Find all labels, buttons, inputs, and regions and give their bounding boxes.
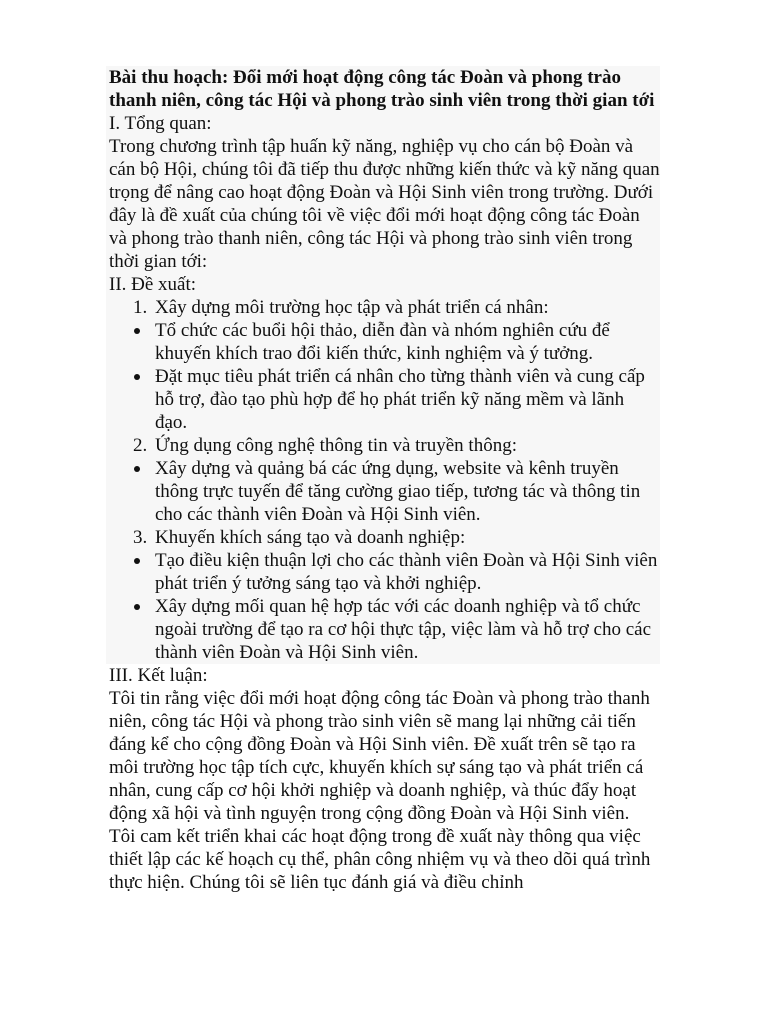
bullet-text: Tạo điều kiện thuận lợi cho các thành viên Đoàn và Hội Sinh viên phát triển ý tưởng sáng tạo và khởi nghiệp. <box>155 550 658 594</box>
bullet-icon <box>134 374 140 380</box>
item-label: Ứng dụng công nghệ thông tin và truyền thông: <box>155 435 517 456</box>
bullet-icon <box>134 604 140 610</box>
bullet-text: Xây dựng và quảng bá các ứng dụng, website và kênh truyền thông trực tuyến để tăng cường giao tiếp, tương tác và thông tin cho các thành viên Đoàn và Hội Sinh viên. <box>155 458 641 525</box>
bullet-text: Đặt mục tiêu phát triển cá nhân cho từng thành viên và cung cấp hỗ trợ, đào tạo phù hợp để họ phát triển kỹ năng mềm và lãnh đạo. <box>155 366 645 433</box>
item-number: 3. <box>133 527 148 548</box>
section-heading-proposal: II. Đề xuất: <box>109 274 197 295</box>
bullet-item <box>109 595 660 664</box>
item-number: 2. <box>133 435 148 456</box>
shaded-block <box>106 66 660 664</box>
bullet-item <box>109 457 660 526</box>
item-label: Xây dựng môi trường học tập và phát triển cá nhân: <box>155 297 549 318</box>
section-heading-conclusion: III. Kết luận: <box>109 665 208 686</box>
bullet-text: Xây dựng mối quan hệ hợp tác với các doanh nghiệp và tổ chức ngoài trường để tạo ra cơ hội thực tập, việc làm và hỗ trợ cho các thành viên Đoàn và Hội Sinh viên. <box>155 596 652 663</box>
bullet-icon <box>134 328 140 334</box>
bullet-item <box>109 549 660 595</box>
conclusion-paragraph: Tôi tin rằng việc đổi mới hoạt động công tác Đoàn và phong trào thanh niên, công tác Hội và phong trào sinh viên sẽ mang lại những cải tiến đáng kể cho cộng đồng Đoàn và Hội Sinh viên. Đề xuất trên sẽ tạo ra môi trường học tập tích cực, khuyến khích sự sáng tạo và phát triển cá nhân, cung cấp cơ hội khởi nghiệp và doanh nghiệp, và thúc đẩy hoạt động xã hội và tình nguyện trong cộng đồng Đoàn và Hội Sinh viên. <box>109 688 650 824</box>
numbered-item <box>109 434 660 457</box>
commitment-paragraph: Tôi cam kết triển khai các hoạt động trong đề xuất này thông qua việc thiết lập các kế hoạch cụ thể, phân công nhiệm vụ và theo dõi quá trình thực hiện. Chúng tôi sẽ liên tục đánh giá và điều chỉnh <box>109 826 651 893</box>
numbered-item <box>109 526 660 549</box>
numbered-item <box>109 296 660 319</box>
document-title: Bài thu hoạch: Đổi mới hoạt động công tác Đoàn và phong trào thanh niên, công tác Hội và phong trào sinh viên trong thời gian tới <box>109 67 655 111</box>
item-number: 1. <box>133 297 148 318</box>
bullet-item <box>109 319 660 365</box>
bullet-text: Tổ chức các buổi hội thảo, diễn đàn và nhóm nghiên cứu để khuyến khích trao đổi kiến thức, kinh nghiệm và ý tưởng. <box>155 320 610 364</box>
section-heading-overview: I. Tổng quan: <box>109 113 212 134</box>
bullet-item <box>109 365 660 434</box>
bullet-icon <box>134 558 140 564</box>
document-page <box>109 66 664 894</box>
item-label: Khuyến khích sáng tạo và doanh nghiệp: <box>155 527 466 548</box>
overview-paragraph: Trong chương trình tập huấn kỹ năng, nghiệp vụ cho cán bộ Đoàn và cán bộ Hội, chúng tôi đã tiếp thu được những kiến thức và kỹ năng quan trọng để nâng cao hoạt động Đoàn và Hội Sinh viên trong trường. Dưới đây là đề xuất của chúng tôi về việc đổi mới hoạt động công tác Đoàn và phong trào thanh niên, công tác Hội và phong trào sinh viên trong thời gian tới: <box>109 136 660 272</box>
bullet-icon <box>134 466 140 472</box>
